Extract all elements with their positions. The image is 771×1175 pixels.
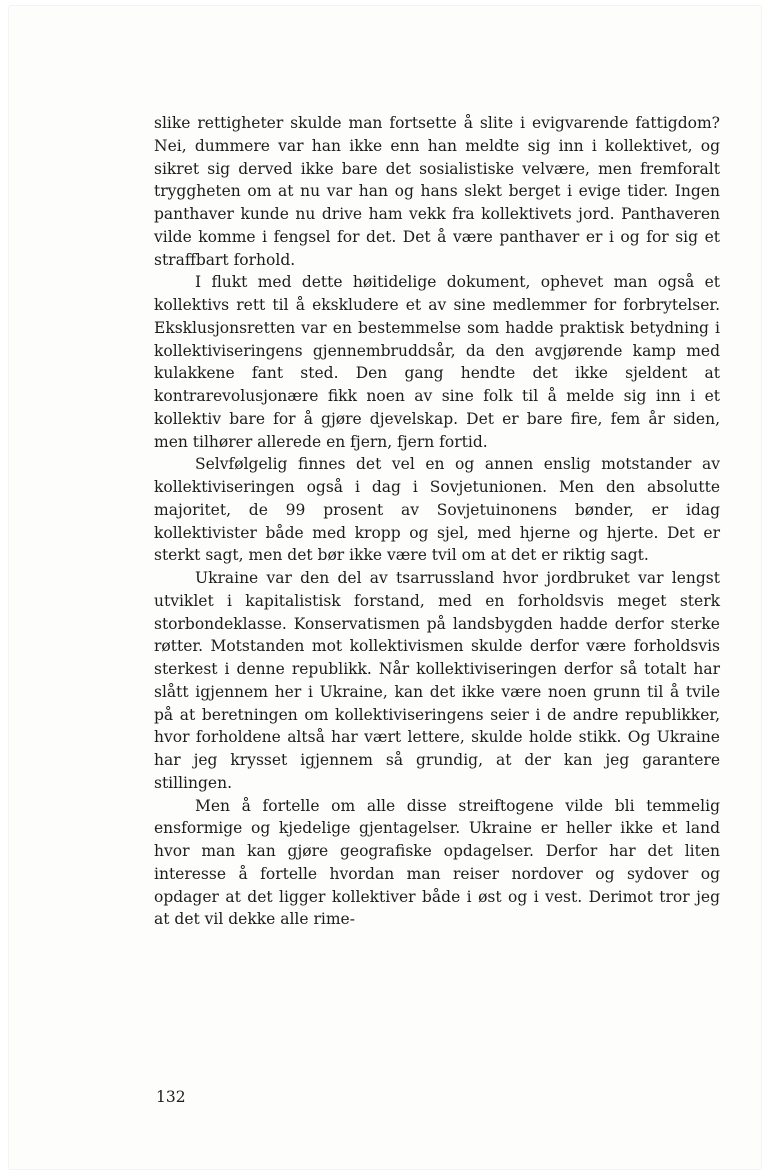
paragraph-5: Men å fortelle om alle disse streiftogene vilde bli temmelig ensformige og kjedelige gjentagelser. Ukraine er heller ikke et land hvor man kan gjøre geografiske opdagelser. Derfor har det liten interesse å fortelle hvordan man reiser nordover og sydover og opdager at det ligger kollektiver både i øst og i vest. Derimot tror jeg at det vil dekke alle rime- (154, 796, 720, 929)
book-page (9, 6, 761, 1169)
page-number: 132 (156, 1088, 186, 1106)
paragraph-3: Selvfølgelig finnes det vel en og annen enslig motstander av kollektiviseringen også i dag i Sovjetunionen. Men den absolutte majoritet, de 99 prosent av Sovjetuinonens bønder, er idag kollektivister både med kropp og sjel, med hjerne og hjerte. Det er sterkt sagt, men det bør ikke være tvil om at det er riktig sagt. (154, 455, 720, 565)
body-text (154, 112, 720, 931)
paragraph-2: I flukt med dette høitidelige dokument, ophevet man også et kollektivs rett til å ekskludere et av sine medlemmer for forbrytelser. Eksklusjonsretten var en bestemmelse som hadde praktisk betydning i kollektiviseringens gjennembruddsår, da den avgjørende kamp med kulakkene fant sted. Den gang hendte det ikke sjeldent at kontrarevolusjonære fikk noen av sine folk til å melde sig inn i et kollektiv bare for å gjøre djevelskap. Det er bare fire, fem år siden, men tilhører allerede en fjern, fjern fortid. (154, 273, 720, 451)
paragraph-4: Ukraine var den del av tsarrussland hvor jordbruket var lengst utviklet i kapitalistisk forstand, med en forholdsvis meget sterk storbondeklasse. Konservatismen på landsbygden hadde derfor sterke røtter. Motstanden mot kollektivismen skulde derfor være forholdsvis sterkest i denne republikk. Når kollektiviseringen derfor så totalt har slått igjennem her i Ukraine, kan det ikke være noen grunn til å tvile på at beretningen om kollektiviseringens seier i de andre republikker, hvor forholdene altså har vært lettere, skulde holde stikk. Og Ukraine har jeg krysset igjennem så grundig, at der kan jeg garantere stillingen. (154, 569, 720, 792)
paragraph-1: slike rettigheter skulde man fortsette å slite i evigvarende fattigdom? Nei, dummere var han ikke enn han meldte sig inn i kollektivet, og sikret sig derved ikke bare det sosialistiske velvære, men fremforalt tryggheten om at nu var han og hans slekt berget i evige tider. Ingen panthaver kunde nu drive ham vekk fra kollektivets jord. Panthaveren vilde komme i fengsel for det. Det å være panthaver er i og for sig et straffbart forhold. (154, 114, 720, 269)
